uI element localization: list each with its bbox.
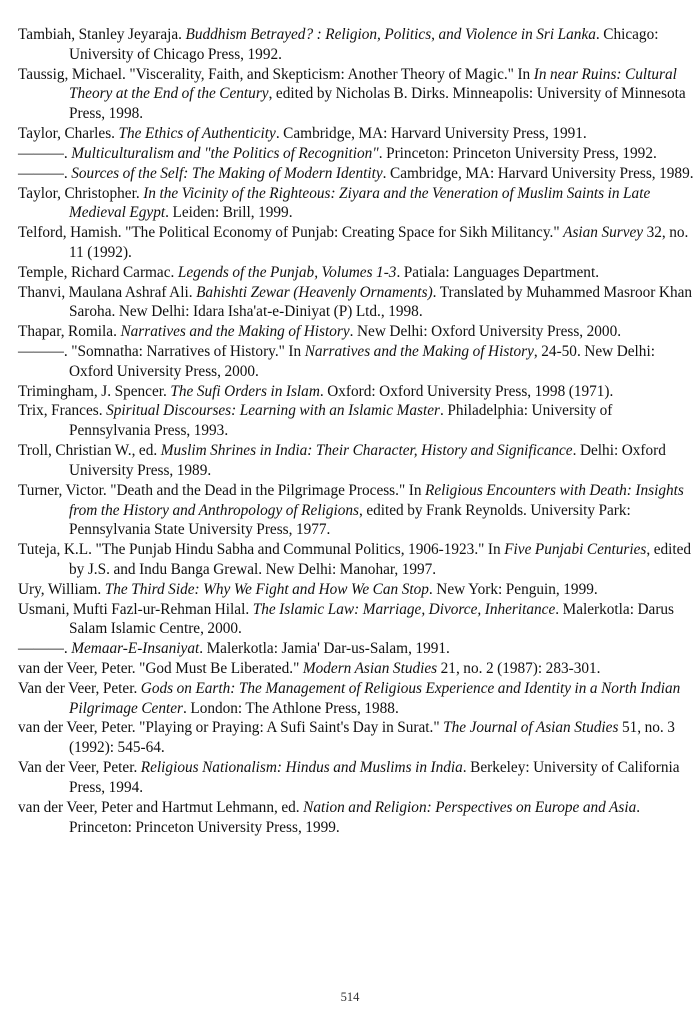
bibliography-entry xyxy=(18,65,694,124)
entry-text: ———. xyxy=(18,640,72,658)
bibliography-entry xyxy=(18,263,694,283)
entry-title-italic: Gods on Earth: The Management of Religious Experience and Identity in a North Indian Pilgrimage Center xyxy=(69,679,681,717)
bibliography-entry xyxy=(18,600,694,640)
entry-text: 32, no. 11 (1992). xyxy=(69,224,689,261)
entry-text: . London: The Athlone Press, 1988. xyxy=(183,699,399,717)
bibliography-entry xyxy=(18,679,694,719)
bibliography-entry xyxy=(18,184,694,224)
entry-text: Thanvi, Maulana Ashraf Ali. xyxy=(18,283,197,301)
entry-text: Tuteja, K.L. "The Punjab Hindu Sabha and Communal Politics, 1906-1923." In xyxy=(18,541,505,559)
entry-text: , 24-50. New Delhi: Oxford University Press, 2000. xyxy=(69,343,655,380)
entry-text: . Malerkotla: Darus Salam Islamic Centre, 2000. xyxy=(69,600,675,638)
entry-title-italic: Multiculturalism and "the Politics of Recognition" xyxy=(71,144,379,162)
entry-title-italic: Religious Encounters with Death: Insights from the History and Anthropology of Religions xyxy=(69,481,684,519)
entry-title-italic: Modern Asian Studies xyxy=(302,660,438,677)
entry-title-italic: The Sufi Orders in Islam xyxy=(170,382,320,400)
entry-title-italic: Narratives and the Making of History xyxy=(120,323,350,341)
bibliography-entry xyxy=(18,481,694,540)
bibliography-entry xyxy=(18,144,694,164)
entry-text: . Philadelphia: University of Pennsylvania Press, 1993. xyxy=(69,402,613,440)
entry-title-italic: The Journal of Asian Studies xyxy=(443,719,619,737)
entry-text: Usmani, Mufti Fazl-ur-Rehman Hilal. xyxy=(18,600,253,618)
entry-title-italic: Spiritual Discourses: Learning with an Islamic Master xyxy=(106,402,440,420)
entry-text: . New Delhi: Oxford University Press, 2000. xyxy=(349,323,622,341)
bibliography-entry xyxy=(18,798,694,838)
entry-text: 21, no. 2 (1987): 283-301. xyxy=(437,660,601,677)
bibliography-entry xyxy=(18,758,694,798)
entry-text: . Chicago: University of Chicago Press, 1992. xyxy=(69,26,659,63)
entry-text: . Translated by Muhammed Masroor Khan Saroha. New Delhi: Idara Isha'at-e-Diniyat (P) Ltd., 1998. xyxy=(69,283,693,321)
bibliography-entry xyxy=(18,580,694,600)
bibliography-entry xyxy=(18,342,694,382)
bibliography-entry xyxy=(18,540,694,580)
entry-text: van der Veer, Peter and Hartmut Lehmann, ed. xyxy=(18,798,304,816)
entry-text: Thapar, Romila. xyxy=(18,323,121,341)
entry-text: , edited by Frank Reynolds. University Park: Pennsylvania State University Press, 1977. xyxy=(69,501,631,539)
entry-text: Troll, Christian W., ed. xyxy=(18,442,161,460)
entry-title-italic: Asian Survey xyxy=(563,224,644,242)
entry-text: ———. xyxy=(18,144,72,162)
entry-title-italic: Sources of the Self: The Making of Modern Identity xyxy=(71,164,383,182)
bibliography-entry xyxy=(18,639,694,659)
entry-text: . Cambridge, MA: Harvard University Press, 1989. xyxy=(382,164,694,182)
entry-text: . Delhi: Oxford University Press, 1989. xyxy=(69,442,666,479)
entry-text: 51, no. 3 (1992): 545-64. xyxy=(69,719,675,757)
entry-text: . Princeton: Princeton University Press, 1999. xyxy=(69,798,641,836)
entry-text: Turner, Victor. "Death and the Dead in the Pilgrimage Process." In xyxy=(18,481,425,499)
page-number: 514 xyxy=(340,990,360,1004)
bibliography-entry xyxy=(18,25,694,65)
entry-text: , edited by Nicholas B. Dirks. Minneapolis: University of Minnesota Press, 1998. xyxy=(69,85,686,123)
bibliography-entry xyxy=(18,659,694,679)
entry-text: Van der Veer, Peter. xyxy=(18,679,141,697)
entry-text: . Malerkotla: Jamia' Dar-us-Salam, 1991. xyxy=(199,640,450,658)
bibliography-entry xyxy=(18,322,694,342)
entry-text: Trix, Frances. xyxy=(18,402,107,420)
entry-title-italic: Religious Nationalism: Hindus and Muslims in India xyxy=(140,759,463,777)
entry-text: Taussig, Michael. "Viscerality, Faith, and Skepticism: Another Theory of Magic." In xyxy=(18,65,534,83)
bibliography-entry xyxy=(18,223,694,263)
entry-text: Temple, Richard Carmac. xyxy=(18,263,178,281)
entry-title-italic: Bahishti Zewar (Heavenly Ornaments) xyxy=(196,283,433,301)
entry-text: van der Veer, Peter. "God Must Be Liberated." xyxy=(18,660,303,677)
entry-text: . Oxford: Oxford University Press, 1998 (1971). xyxy=(319,382,614,400)
entry-title-italic: Five Punjabi Centuries xyxy=(504,541,647,559)
entry-title-italic: Nation and Religion: Perspectives on Europe and Asia xyxy=(303,798,637,816)
bibliography-list xyxy=(18,25,694,837)
entry-text: , edited by J.S. and Indu Banga Grewal. New Delhi: Manohar, 1997. xyxy=(69,541,692,578)
entry-text: . Cambridge, MA: Harvard University Press, 1991. xyxy=(275,125,587,143)
bibliography-entry xyxy=(18,382,694,402)
bibliography-entry xyxy=(18,283,694,323)
entry-text: ———. xyxy=(18,164,72,182)
entry-title-italic: Legends of the Punjab, Volumes 1-3 xyxy=(177,263,397,281)
entry-text: Taylor, Christopher. xyxy=(18,184,144,202)
entry-text: Van der Veer, Peter. xyxy=(18,759,141,777)
entry-text: Ury, William. xyxy=(18,580,105,598)
entry-text: Taylor, Charles. xyxy=(18,125,119,143)
entry-text: Telford, Hamish. "The Political Economy of Punjab: Creating Space for Sikh Militancy." xyxy=(18,224,564,242)
entry-text: ———. "Somnatha: Narratives of History." In xyxy=(18,343,305,360)
entry-title-italic: Muslim Shrines in India: Their Character, History and Significance xyxy=(160,442,573,460)
entry-title-italic: Narratives and the Making of History xyxy=(304,343,534,360)
entry-title-italic: In the Vicinity of the Righteous: Ziyara and the Veneration of Muslim Saints in Late Medieval Egypt xyxy=(69,184,651,222)
bibliography-entry xyxy=(18,401,694,441)
entry-text: Trimingham, J. Spencer. xyxy=(18,382,171,400)
entry-title-italic: The Ethics of Authenticity xyxy=(118,125,276,143)
bibliography-entry xyxy=(18,124,694,144)
entry-title-italic: The Third Side: Why We Fight and How We Can Stop xyxy=(104,580,429,598)
bibliography-entry xyxy=(18,718,694,758)
entry-title-italic: Buddhism Betrayed? : Religion, Politics, and Violence in Sri Lanka xyxy=(185,26,596,43)
entry-text: . New York: Penguin, 1999. xyxy=(428,580,598,598)
bibliography-entry xyxy=(18,441,694,481)
entry-text: . Leiden: Brill, 1999. xyxy=(165,204,293,222)
bibliography-entry xyxy=(18,164,694,184)
entry-text: van der Veer, Peter. "Playing or Praying: A Sufi Saint's Day in Surat." xyxy=(18,719,444,737)
entry-title-italic: The Islamic Law: Marriage, Divorce, Inheritance xyxy=(252,600,556,618)
entry-text: . Patiala: Languages Department. xyxy=(396,263,600,281)
entry-text: . Berkeley: University of California Press, 1994. xyxy=(69,759,680,796)
entry-title-italic: In near Ruins: Cultural Theory at the End of the Century xyxy=(69,65,677,103)
entry-title-italic: Memaar-E-Insaniyat xyxy=(71,640,200,658)
entry-text: . Princeton: Princeton University Press, 1992. xyxy=(378,144,657,162)
entry-text: Tambiah, Stanley Jeyaraja. xyxy=(18,26,186,43)
